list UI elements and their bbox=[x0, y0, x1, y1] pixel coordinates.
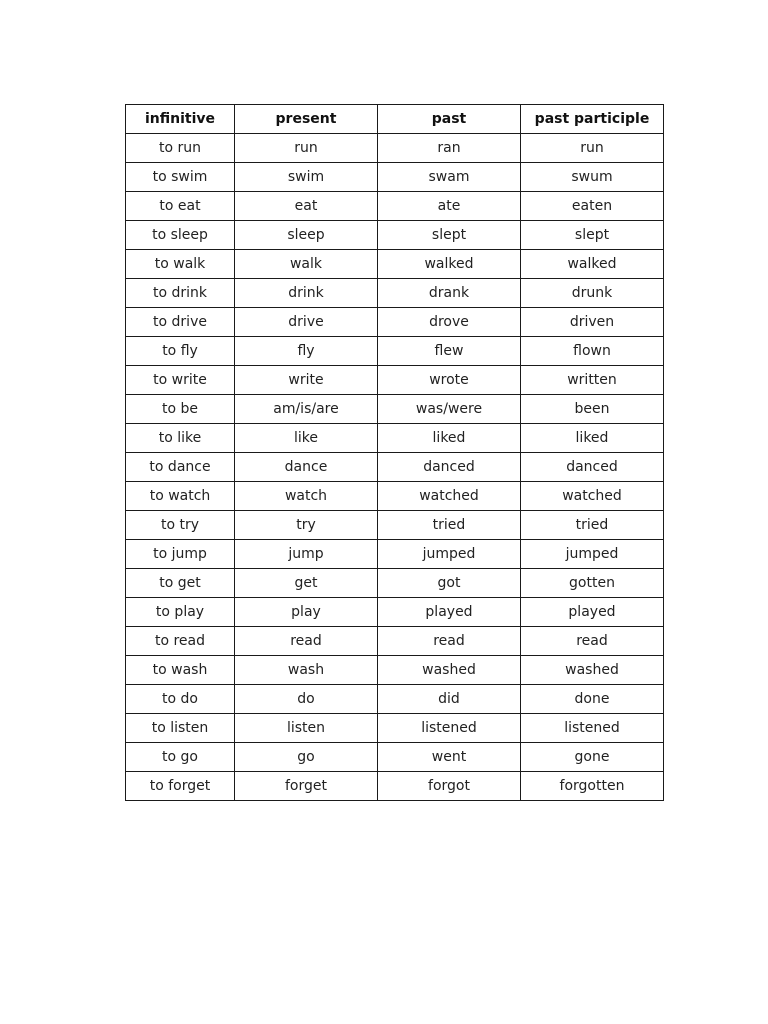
table-row bbox=[126, 308, 664, 337]
present-cell: run bbox=[235, 134, 378, 163]
past-participle-cell: walked bbox=[521, 250, 664, 279]
past-cell: washed bbox=[378, 656, 521, 685]
present-cell: jump bbox=[235, 540, 378, 569]
table-row bbox=[126, 743, 664, 772]
present-cell: swim bbox=[235, 163, 378, 192]
infinitive-cell: to get bbox=[126, 569, 235, 598]
header-present: present bbox=[235, 105, 378, 134]
table-header bbox=[126, 105, 664, 134]
past-cell: was/were bbox=[378, 395, 521, 424]
header-infinitive: infinitive bbox=[126, 105, 235, 134]
infinitive-cell: to like bbox=[126, 424, 235, 453]
past-participle-cell: written bbox=[521, 366, 664, 395]
past-participle-cell: gotten bbox=[521, 569, 664, 598]
present-cell: drive bbox=[235, 308, 378, 337]
infinitive-cell: to swim bbox=[126, 163, 235, 192]
present-cell: watch bbox=[235, 482, 378, 511]
present-cell: read bbox=[235, 627, 378, 656]
table-row bbox=[126, 337, 664, 366]
present-cell: sleep bbox=[235, 221, 378, 250]
past-participle-cell: tried bbox=[521, 511, 664, 540]
present-cell: drink bbox=[235, 279, 378, 308]
past-cell: wrote bbox=[378, 366, 521, 395]
past-cell: danced bbox=[378, 453, 521, 482]
past-participle-cell: liked bbox=[521, 424, 664, 453]
table-row bbox=[126, 540, 664, 569]
header-row bbox=[126, 105, 664, 134]
table-row bbox=[126, 279, 664, 308]
past-participle-cell: been bbox=[521, 395, 664, 424]
table-row bbox=[126, 453, 664, 482]
present-cell: am/is/are bbox=[235, 395, 378, 424]
past-participle-cell: eaten bbox=[521, 192, 664, 221]
infinitive-cell: to eat bbox=[126, 192, 235, 221]
infinitive-cell: to run bbox=[126, 134, 235, 163]
past-participle-cell: washed bbox=[521, 656, 664, 685]
present-cell: fly bbox=[235, 337, 378, 366]
table-row bbox=[126, 482, 664, 511]
past-participle-cell: danced bbox=[521, 453, 664, 482]
verb-conjugation-table bbox=[125, 104, 664, 801]
infinitive-cell: to forget bbox=[126, 772, 235, 801]
infinitive-cell: to sleep bbox=[126, 221, 235, 250]
present-cell: try bbox=[235, 511, 378, 540]
infinitive-cell: to try bbox=[126, 511, 235, 540]
table-row bbox=[126, 627, 664, 656]
table-row bbox=[126, 250, 664, 279]
table-row bbox=[126, 395, 664, 424]
past-cell: tried bbox=[378, 511, 521, 540]
present-cell: like bbox=[235, 424, 378, 453]
past-participle-cell: swum bbox=[521, 163, 664, 192]
header-past: past bbox=[378, 105, 521, 134]
past-participle-cell: slept bbox=[521, 221, 664, 250]
past-participle-cell: run bbox=[521, 134, 664, 163]
past-cell: drove bbox=[378, 308, 521, 337]
table-row bbox=[126, 656, 664, 685]
past-participle-cell: read bbox=[521, 627, 664, 656]
table-row bbox=[126, 163, 664, 192]
past-cell: played bbox=[378, 598, 521, 627]
past-participle-cell: played bbox=[521, 598, 664, 627]
past-cell: ran bbox=[378, 134, 521, 163]
present-cell: do bbox=[235, 685, 378, 714]
table-row bbox=[126, 134, 664, 163]
infinitive-cell: to listen bbox=[126, 714, 235, 743]
past-cell: listened bbox=[378, 714, 521, 743]
infinitive-cell: to fly bbox=[126, 337, 235, 366]
past-participle-cell: watched bbox=[521, 482, 664, 511]
present-cell: write bbox=[235, 366, 378, 395]
infinitive-cell: to write bbox=[126, 366, 235, 395]
past-cell: read bbox=[378, 627, 521, 656]
infinitive-cell: to do bbox=[126, 685, 235, 714]
past-participle-cell: gone bbox=[521, 743, 664, 772]
table-row bbox=[126, 424, 664, 453]
table-row bbox=[126, 714, 664, 743]
header-past-participle: past participle bbox=[521, 105, 664, 134]
table-row bbox=[126, 772, 664, 801]
table-row bbox=[126, 366, 664, 395]
infinitive-cell: to play bbox=[126, 598, 235, 627]
past-cell: ate bbox=[378, 192, 521, 221]
present-cell: forget bbox=[235, 772, 378, 801]
infinitive-cell: to drive bbox=[126, 308, 235, 337]
past-cell: flew bbox=[378, 337, 521, 366]
table-body bbox=[126, 134, 664, 801]
past-participle-cell: forgotten bbox=[521, 772, 664, 801]
present-cell: get bbox=[235, 569, 378, 598]
table-row bbox=[126, 685, 664, 714]
past-cell: watched bbox=[378, 482, 521, 511]
past-cell: liked bbox=[378, 424, 521, 453]
table-row bbox=[126, 598, 664, 627]
present-cell: go bbox=[235, 743, 378, 772]
table-row bbox=[126, 221, 664, 250]
table-row bbox=[126, 192, 664, 221]
past-cell: walked bbox=[378, 250, 521, 279]
past-cell: went bbox=[378, 743, 521, 772]
infinitive-cell: to dance bbox=[126, 453, 235, 482]
past-participle-cell: done bbox=[521, 685, 664, 714]
present-cell: wash bbox=[235, 656, 378, 685]
past-participle-cell: listened bbox=[521, 714, 664, 743]
past-participle-cell: flown bbox=[521, 337, 664, 366]
infinitive-cell: to be bbox=[126, 395, 235, 424]
past-cell: swam bbox=[378, 163, 521, 192]
infinitive-cell: to jump bbox=[126, 540, 235, 569]
past-cell: drank bbox=[378, 279, 521, 308]
present-cell: eat bbox=[235, 192, 378, 221]
infinitive-cell: to drink bbox=[126, 279, 235, 308]
past-cell: jumped bbox=[378, 540, 521, 569]
past-participle-cell: driven bbox=[521, 308, 664, 337]
infinitive-cell: to go bbox=[126, 743, 235, 772]
infinitive-cell: to read bbox=[126, 627, 235, 656]
past-cell: slept bbox=[378, 221, 521, 250]
present-cell: dance bbox=[235, 453, 378, 482]
infinitive-cell: to walk bbox=[126, 250, 235, 279]
present-cell: play bbox=[235, 598, 378, 627]
present-cell: listen bbox=[235, 714, 378, 743]
infinitive-cell: to watch bbox=[126, 482, 235, 511]
infinitive-cell: to wash bbox=[126, 656, 235, 685]
past-cell: did bbox=[378, 685, 521, 714]
table-row bbox=[126, 511, 664, 540]
present-cell: walk bbox=[235, 250, 378, 279]
past-participle-cell: jumped bbox=[521, 540, 664, 569]
past-cell: forgot bbox=[378, 772, 521, 801]
past-cell: got bbox=[378, 569, 521, 598]
table-row bbox=[126, 569, 664, 598]
past-participle-cell: drunk bbox=[521, 279, 664, 308]
